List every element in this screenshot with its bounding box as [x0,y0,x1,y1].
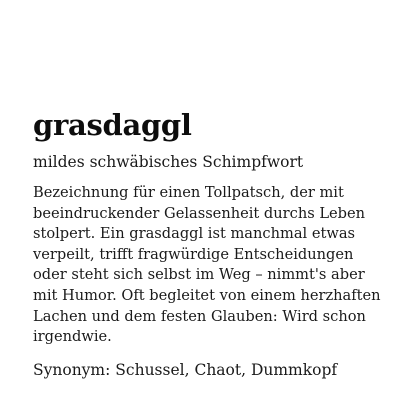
synonyms-line [33,360,393,380]
synonyms-label: Synonym: [33,360,111,379]
definition-text: Bezeichnung für einen Tollpatsch, der mit beeindruckender Gelassenheit durchs Leben stolpert. Ein grasdaggl ist manchmal etwas verpeilt, trifft fragwürdige Entscheidungen oder steht sich selbst im Weg – nimmt's aber mit Humor. Oft begleitet von einem herzhaften Lachen und dem festen Glauben: Wird schon irgendwie. [33,184,381,346]
dictionary-entry [33,108,393,380]
word-class-subtitle: mildes schwäbisches Schimpfwort [33,153,304,171]
synonyms-list: Schussel, Chaot, Dummkopf [115,360,338,379]
headword: grasdaggl [33,108,192,142]
